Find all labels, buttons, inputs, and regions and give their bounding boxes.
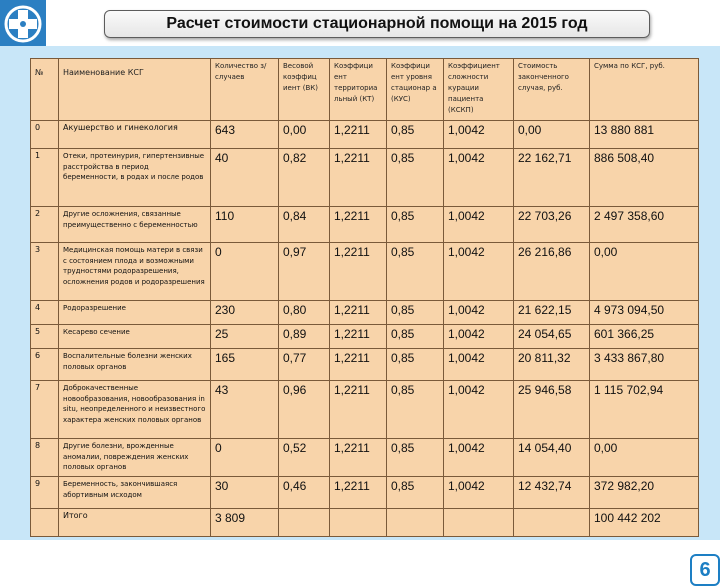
cell-number: 2 xyxy=(31,207,59,243)
cell-hospital-level-coef: 0,85 xyxy=(387,477,444,509)
table-row xyxy=(31,149,699,207)
cell-case-count: 230 xyxy=(211,301,279,325)
table-row xyxy=(31,207,699,243)
cell-weight-coef: 0,80 xyxy=(279,301,330,325)
column-header-complexity-coef: Коэффициент сложности курации пациента (КСКП) xyxy=(444,59,514,121)
cell-territorial-coef: 1,2211 xyxy=(330,381,387,439)
cell-case-cost: 22 703,26 xyxy=(514,207,590,243)
cell-hospital-level-coef: 0,85 xyxy=(387,207,444,243)
page-number-badge xyxy=(690,554,720,586)
cell-territorial-coef: 1,2211 xyxy=(330,207,387,243)
cell-complexity-coef: 1,0042 xyxy=(444,243,514,301)
cell-ksg-sum: 4 973 094,50 xyxy=(590,301,699,325)
cell-complexity-coef: 1,0042 xyxy=(444,149,514,207)
table-row xyxy=(31,349,699,381)
cell-ksg-name: Медицинская помощь матери в связи с состоянием плода и возможными трудностями родоразрешения, осложнения родов и родоразрешения xyxy=(59,243,211,301)
cell-case-count: 110 xyxy=(211,207,279,243)
cell-number: 3 xyxy=(31,243,59,301)
cell-complexity-coef: 1,0042 xyxy=(444,477,514,509)
cell-territorial-coef: 1,2211 xyxy=(330,439,387,477)
cell-ksg-sum: 1 115 702,94 xyxy=(590,381,699,439)
header-bar xyxy=(0,0,720,46)
cell-weight-coef: 0,00 xyxy=(279,121,330,149)
cell-hospital-level-coef: 0,85 xyxy=(387,149,444,207)
cell-case-cost: 14 054,40 xyxy=(514,439,590,477)
table-row xyxy=(31,439,699,477)
total-row xyxy=(31,509,699,537)
total-sum: 100 442 202 xyxy=(590,509,699,537)
column-header-ksg-sum: Сумма по КСГ, руб. xyxy=(590,59,699,121)
cell-number: 6 xyxy=(31,349,59,381)
page-title: Расчет стоимости стационарной помощи на 2015 год xyxy=(166,15,588,32)
cell-complexity-coef: 1,0042 xyxy=(444,121,514,149)
cell-case-count: 25 xyxy=(211,325,279,349)
cell-ksg-name: Беременность, закончившаяся абортивным исходом xyxy=(59,477,211,509)
cell-territorial-coef: 1,2211 xyxy=(330,477,387,509)
ksg-cost-table xyxy=(30,58,699,537)
table-row xyxy=(31,243,699,301)
cell-complexity-coef: 1,0042 xyxy=(444,349,514,381)
cell-complexity-coef: 1,0042 xyxy=(444,439,514,477)
cell-ksg-name: Отеки, протеинурия, гипертензивные расстройства в период беременности, в родах и после родов xyxy=(59,149,211,207)
cell-ksg-sum: 372 982,20 xyxy=(590,477,699,509)
column-header-ksg-name: Наименование КСГ xyxy=(59,59,211,121)
column-header-hospital-level-coef: Коэффици ент уровня стационар а (КУС) xyxy=(387,59,444,121)
cell-case-cost: 21 622,15 xyxy=(514,301,590,325)
cell-ksg-name: Другие болезни, врожденные аномалии, повреждения женских половых органов xyxy=(59,439,211,477)
table-row xyxy=(31,301,699,325)
cell-ksg-sum: 886 508,40 xyxy=(590,149,699,207)
cell-ksg-name: Родоразрешение xyxy=(59,301,211,325)
cell-case-count: 643 xyxy=(211,121,279,149)
cell-ksg-sum: 0,00 xyxy=(590,439,699,477)
cell-case-cost: 26 216,86 xyxy=(514,243,590,301)
cell-weight-coef: 0,84 xyxy=(279,207,330,243)
cell-case-cost: 25 946,58 xyxy=(514,381,590,439)
cell-number: 4 xyxy=(31,301,59,325)
cell-ksg-name: Доброкачественные новообразования, новообразования in situ, неопределенного и неизвестного характера женских половых органов xyxy=(59,381,211,439)
cell-case-cost: 12 432,74 xyxy=(514,477,590,509)
cell-case-count: 43 xyxy=(211,381,279,439)
cell-case-count: 40 xyxy=(211,149,279,207)
cell-empty xyxy=(387,509,444,537)
table-row xyxy=(31,121,699,149)
cell-territorial-coef: 1,2211 xyxy=(330,243,387,301)
table-row xyxy=(31,325,699,349)
title-banner xyxy=(104,10,650,38)
cell-number: 8 xyxy=(31,439,59,477)
cell-complexity-coef: 1,0042 xyxy=(444,301,514,325)
cell-weight-coef: 0,52 xyxy=(279,439,330,477)
content-area xyxy=(0,46,720,581)
column-header-weight-coef: Весовой коэффиц иент (ВК) xyxy=(279,59,330,121)
cell-weight-coef: 0,89 xyxy=(279,325,330,349)
cell-case-count: 165 xyxy=(211,349,279,381)
cell-ksg-name: Кесарево сечение xyxy=(59,325,211,349)
cell-hospital-level-coef: 0,85 xyxy=(387,243,444,301)
cell-ksg-sum: 601 366,25 xyxy=(590,325,699,349)
table-row xyxy=(31,381,699,439)
cell-empty xyxy=(444,509,514,537)
total-label: Итого xyxy=(59,509,211,537)
cell-ksg-sum: 2 497 358,60 xyxy=(590,207,699,243)
cell-weight-coef: 0,77 xyxy=(279,349,330,381)
cell-number: 5 xyxy=(31,325,59,349)
cell-complexity-coef: 1,0042 xyxy=(444,207,514,243)
column-header-territorial-coef: Коэффици ент территориа льный (КТ) xyxy=(330,59,387,121)
cell-number: 7 xyxy=(31,381,59,439)
cell-ksg-sum: 3 433 867,80 xyxy=(590,349,699,381)
cell-hospital-level-coef: 0,85 xyxy=(387,439,444,477)
cell-ksg-name: Акушерство и гинекология xyxy=(59,121,211,149)
cell-hospital-level-coef: 0,85 xyxy=(387,121,444,149)
cell-weight-coef: 0,82 xyxy=(279,149,330,207)
cell-hospital-level-coef: 0,85 xyxy=(387,301,444,325)
page-number: 6 xyxy=(699,558,711,581)
cell-ksg-sum: 0,00 xyxy=(590,243,699,301)
cell-territorial-coef: 1,2211 xyxy=(330,349,387,381)
table-row xyxy=(31,477,699,509)
cell-weight-coef: 0,97 xyxy=(279,243,330,301)
cell-number: 9 xyxy=(31,477,59,509)
cell-hospital-level-coef: 0,85 xyxy=(387,325,444,349)
cell-ksg-sum: 13 880 881 xyxy=(590,121,699,149)
cell-hospital-level-coef: 0,85 xyxy=(387,349,444,381)
cell-case-cost: 20 811,32 xyxy=(514,349,590,381)
cell-ksg-name: Другие осложнения, связанные преимущественно с беременностью xyxy=(59,207,211,243)
cell-case-count: 0 xyxy=(211,439,279,477)
cell-territorial-coef: 1,2211 xyxy=(330,301,387,325)
cell-complexity-coef: 1,0042 xyxy=(444,381,514,439)
cell-number: 1 xyxy=(31,149,59,207)
table-header-row xyxy=(31,59,699,121)
column-header-number: № xyxy=(31,59,59,121)
cell-case-cost: 0,00 xyxy=(514,121,590,149)
cell-case-count: 0 xyxy=(211,243,279,301)
cell-territorial-coef: 1,2211 xyxy=(330,325,387,349)
cell-ksg-name: Воспалительные болезни женских половых органов xyxy=(59,349,211,381)
cell-empty xyxy=(514,509,590,537)
cell-complexity-coef: 1,0042 xyxy=(444,325,514,349)
cell-weight-coef: 0,46 xyxy=(279,477,330,509)
cell-territorial-coef: 1,2211 xyxy=(330,149,387,207)
column-header-case-count: Количество з/случаев xyxy=(211,59,279,121)
column-header-case-cost: Стоимость законченного случая, руб. xyxy=(514,59,590,121)
cell-empty xyxy=(330,509,387,537)
medical-cross-logo-icon xyxy=(0,0,46,48)
cell-hospital-level-coef: 0,85 xyxy=(387,381,444,439)
cell-number xyxy=(31,509,59,537)
cell-empty xyxy=(279,509,330,537)
cell-case-cost: 22 162,71 xyxy=(514,149,590,207)
cell-case-cost: 24 054,65 xyxy=(514,325,590,349)
cell-number: 0 xyxy=(31,121,59,149)
cell-case-count: 30 xyxy=(211,477,279,509)
cell-territorial-coef: 1,2211 xyxy=(330,121,387,149)
cell-weight-coef: 0,96 xyxy=(279,381,330,439)
total-count: 3 809 xyxy=(211,509,279,537)
